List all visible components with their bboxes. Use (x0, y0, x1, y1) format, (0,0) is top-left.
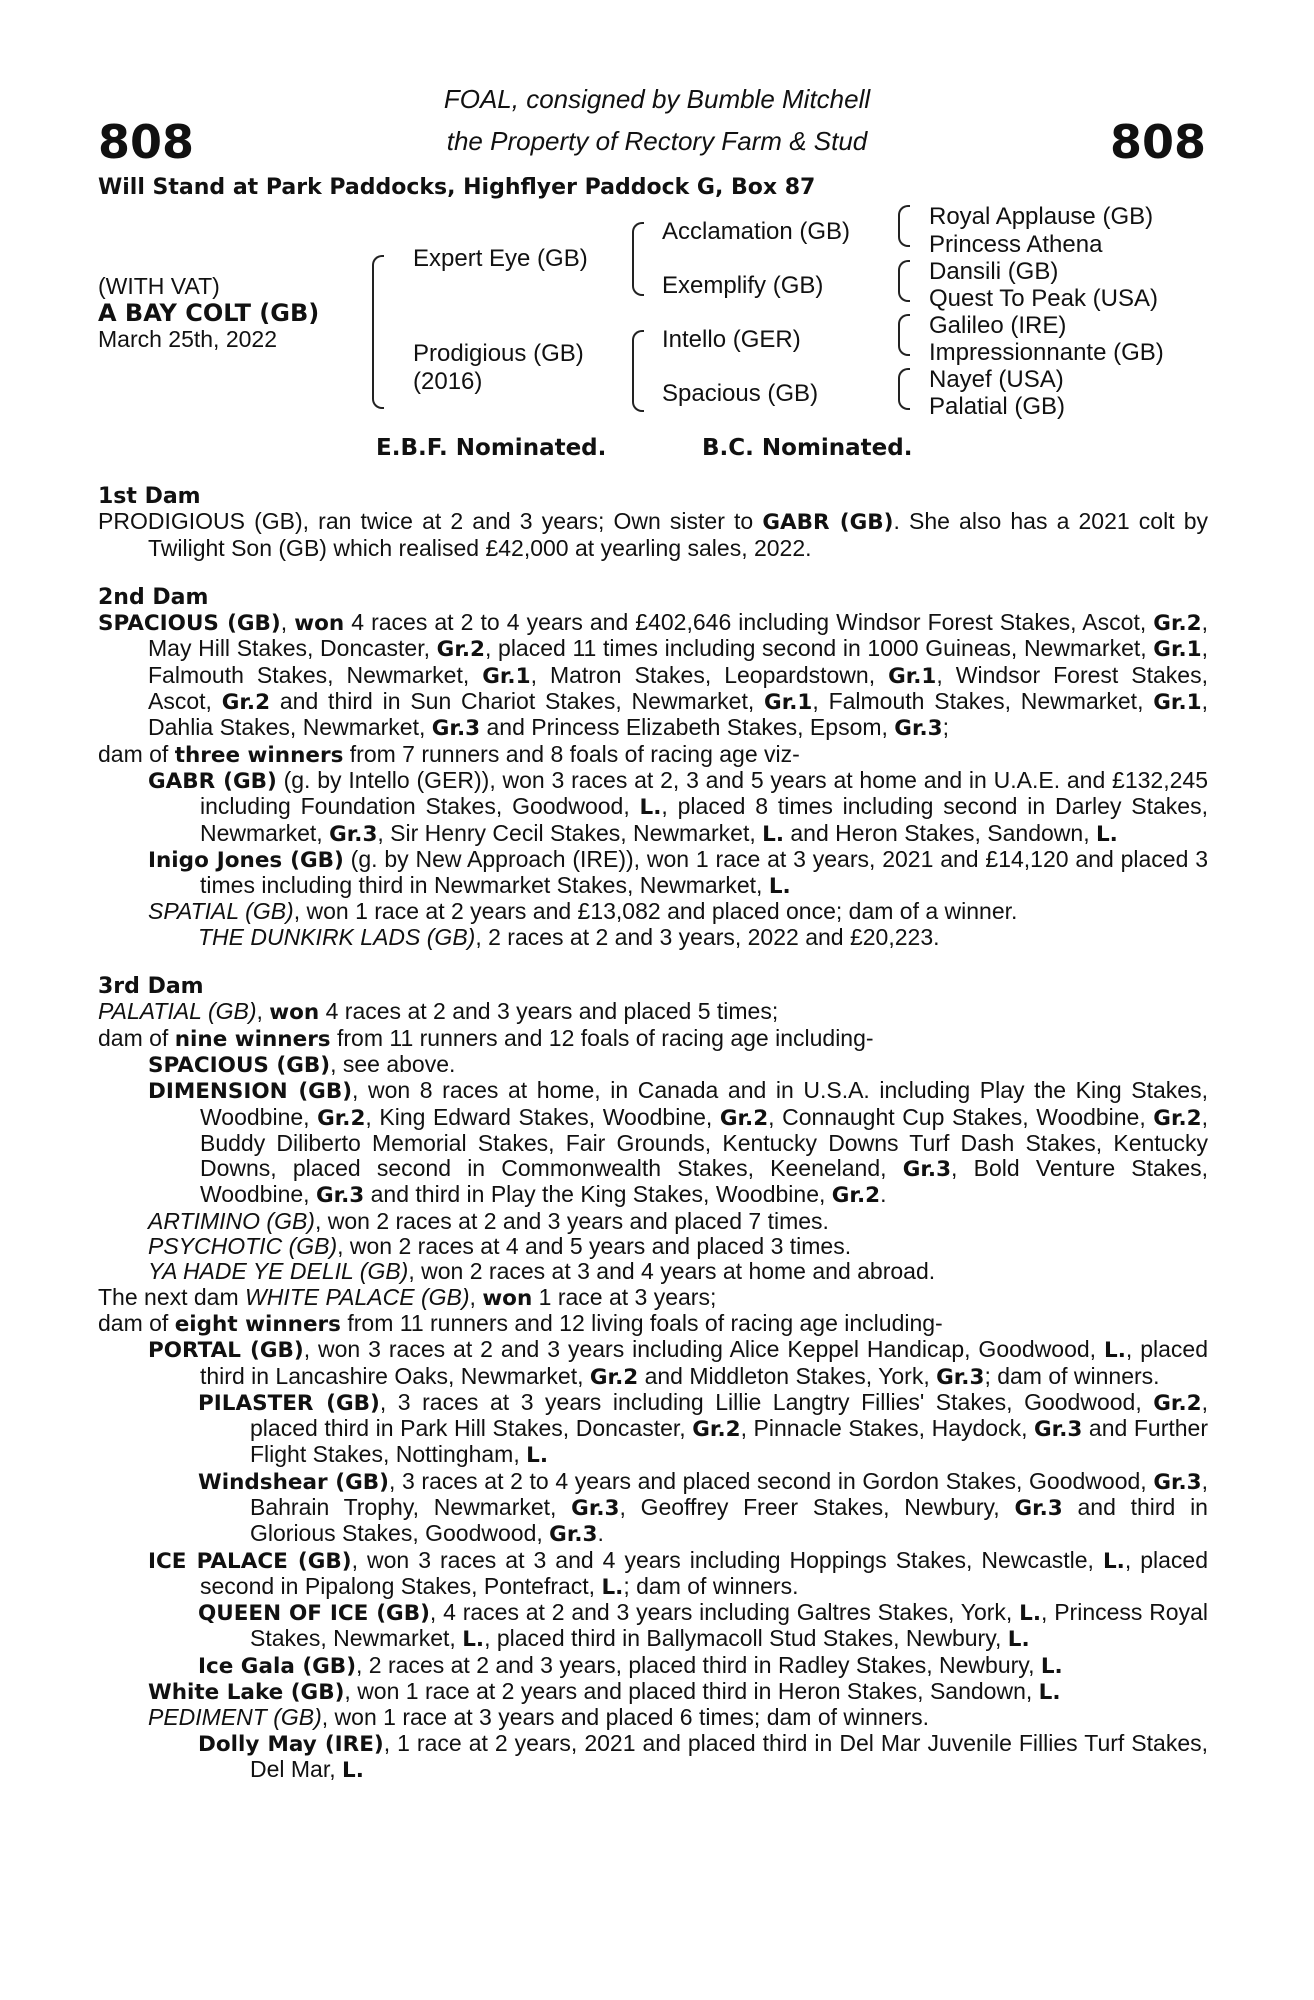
fourth-dam-produce: dam of eight winners from 11 runners and 12 living foals of racing age including- (98, 1309, 943, 1337)
progeny-psychotic: PSYCHOTIC (GB), won 2 races at 4 and 5 years and placed 3 times. (148, 1233, 852, 1260)
vat-note: (WITH VAT) (98, 273, 220, 299)
pedigree-g2: Princess Athena (929, 231, 1103, 258)
progeny-dimension: DIMENSION (GB), won 8 races at home, in Canada and in U.S.A. including Play the King Stakes, Woodbine, Gr.2, King Edward Stakes, Woodbine, Gr.2, Connaught Cup Stakes, Woodbine, Gr.2, Buddy Diliberto Memorial Stakes, Fair Grounds, Kentucky Downs Turf Dash Stakes, Kentucky Downs, placed second in Commonwealth Stakes, Keeneland, Gr.3, Bold Venture Stakes, Woodbine, Gr.3 and third in Play the King Stakes, Woodbine, Gr.2. (148, 1077, 1209, 1209)
lot-number-left: 808 (98, 115, 195, 169)
stand-info: Will Stand at Park Paddocks, Highflyer Paddock G, Box 87 (98, 175, 816, 200)
progeny-ice-gala: Ice Gala (GB), 2 races at 2 and 3 years, placed third in Radley Stakes, Newbury, L. (198, 1651, 1063, 1679)
fourth-dam-record: The next dam WHITE PALACE (GB), won 1 race at 3 years; (98, 1283, 717, 1311)
foaling-date: March 25th, 2022 (98, 326, 278, 352)
pedigree-dam-sire: Intello (GER) (662, 326, 801, 353)
pedigree-brace-dam (632, 330, 644, 412)
first-dam-text: PRODIGIOUS (GB), ran twice at 2 and 3 years; Own sister to GABR (GB). She also has a 2021 colt by Twilight Son (GB) which realised £42,000 at yearling sales, 2022. (98, 508, 1209, 561)
pedigree-sire: Expert Eye (GB) (413, 245, 588, 272)
pedigree-brace-g1 (898, 205, 910, 247)
pedigree-brace-sire (632, 222, 644, 296)
progeny-pediment: PEDIMENT (GB), won 1 race at 3 years and placed 6 times; dam of winners. (148, 1704, 930, 1731)
pedigree-brace-main (372, 255, 384, 409)
second-dam-record: SPACIOUS (GB), won 4 races at 2 to 4 years and £402,646 including Windsor Forest Stakes, Ascot, Gr.2, May Hill Stakes, Doncaster, Gr.2, placed 11 times including second in 1000 Guineas, Newmarket, Gr.1, Falmouth Stakes, Newmarket, Gr.1, Matron Stakes, Leopardstown, Gr.1, Windsor Forest Stakes, Ascot, Gr.2 and third in Sun Chariot Stakes, Newmarket, Gr.1, Falmouth Stakes, Newmarket, Gr.1, Dahlia Stakes, Newmarket, Gr.3 and Princess Elizabeth Stakes, Epsom, Gr.3; (98, 609, 1208, 742)
progeny-inigo-jones: Inigo Jones (GB) (g. by New Approach (IRE)), won 1 race at 3 years, 2021 and £14,120 and placed 3 times including third in Newmarket Stakes, Newmarket, L. (148, 845, 1208, 900)
pedigree-dam: Prodigious (GB) (413, 340, 584, 367)
consignment-line-1: FOAL, consigned by Bumble Mitchell (443, 84, 871, 114)
progeny-portal: PORTAL (GB), won 3 races at 2 and 3 years including Alice Keppel Handicap, Goodwood, L., placed third in Lancashire Oaks, Newmarket, Gr.2 and Middleton Stakes, York, Gr.3; dam of winners. (148, 1336, 1208, 1390)
lot-number-right: 808 (1109, 115, 1206, 169)
pedigree-sire-sire: Acclamation (GB) (662, 218, 851, 245)
third-dam-heading: 3rd Dam (98, 974, 204, 1000)
progeny-white-lake: White Lake (GB), won 1 race at 2 years and placed third in Heron Stakes, Sandown, L. (148, 1678, 1061, 1706)
pedigree-dam-year: (2016) (413, 368, 483, 395)
pedigree-g7: Nayef (USA) (929, 366, 1064, 393)
bc-nominated: B.C. Nominated. (702, 435, 913, 461)
catalogue-body (98, 484, 1208, 1783)
progeny-dunkirk-lads: THE DUNKIRK LADS (GB), 2 races at 2 and 3 years, 2022 and £20,223. (198, 923, 940, 950)
third-dam-produce: dam of nine winners from 11 runners and 12 foals of racing age including- (98, 1024, 874, 1052)
progeny-dolly-may: Dolly May (IRE), 1 race at 2 years, 2021 and placed third in Del Mar Juvenile Fillies Turf Stakes, Del Mar, L. (198, 1729, 1208, 1783)
third-dam-record: PALATIAL (GB), won 4 races at 2 and 3 years and placed 5 times; (98, 998, 779, 1026)
second-dam-produce: dam of three winners from 7 runners and 8 foals of racing age viz- (98, 740, 800, 768)
pedigree-brace-g4 (898, 368, 910, 410)
pedigree-brace-g3 (898, 314, 910, 356)
ebf-nominated: E.B.F. Nominated. (376, 435, 607, 461)
progeny-pilaster: PILASTER (GB), 3 races at 3 years including Lillie Langtry Fillies' Stakes, Goodwood, Gr.2, placed third in Park Hill Stakes, Doncaster, Gr.2, Pinnacle Stakes, Haydock, Gr.3 and Further Flight Stakes, Nottingham, L. (198, 1388, 1208, 1469)
pedigree-dam-dam: Spacious (GB) (662, 380, 819, 407)
progeny-artimino: ARTIMINO (GB), won 2 races at 2 and 3 years and placed 7 times. (148, 1207, 829, 1234)
pedigree-g3: Dansili (GB) (929, 258, 1059, 285)
pedigree-sire-dam: Exemplify (GB) (662, 272, 824, 299)
pedigree-g8: Palatial (GB) (929, 393, 1066, 420)
pedigree-g4: Quest To Peak (USA) (929, 285, 1158, 312)
pedigree-g1: Royal Applause (GB) (929, 203, 1154, 230)
progeny-queen-of-ice: QUEEN OF ICE (GB), 4 races at 2 and 3 years including Galtres Stakes, York, L., Princess Royal Stakes, Newmarket, L., placed third in Ballymacoll Stud Stakes, Newbury, L. (198, 1599, 1209, 1653)
second-dam-heading: 2nd Dam (98, 584, 209, 610)
consignment-line-2: the Property of Rectory Farm & Stud (446, 126, 868, 156)
progeny-spatial: SPATIAL (GB), won 1 race at 2 years and £13,082 and placed once; dam of a winner. (148, 898, 1018, 925)
progeny-ya-hade-ye-delil: YA HADE YE DELIL (GB), won 2 races at 3 and 4 years at home and abroad. (148, 1258, 936, 1285)
progeny-spacious: SPACIOUS (GB), see above. (148, 1050, 456, 1078)
progeny-ice-palace: ICE PALACE (GB), won 3 races at 3 and 4 years including Hoppings Stakes, Newcastle, L., placed second in Pipalong Stakes, Pontefract, L.; dam of winners. (148, 1546, 1208, 1600)
progeny-gabr: GABR (GB) (g. by Intello (GER)), won 3 races at 2, 3 and 5 years at home and in U.A.E. and £132,245 including Foundation Stakes, Goodwood, L., placed 8 times including second in Darley Stakes, Newmarket, Gr.3, Sir Henry Cecil Stakes, Newmarket, L. and Heron Stakes, Sandown, L. (148, 766, 1208, 847)
pedigree-g6: Impressionnante (GB) (929, 339, 1164, 366)
progeny-windshear: Windshear (GB), 3 races at 2 to 4 years and placed second in Gordon Stakes, Goodwood, Gr.3, Bahrain Trophy, Newmarket, Gr.3, Geoffrey Freer Stakes, Newbury, Gr.3 and third in Glorious Stakes, Goodwood, Gr.3. (198, 1467, 1209, 1548)
pedigree-g5: Galileo (IRE) (929, 312, 1067, 339)
horse-name: A BAY COLT (GB) (98, 299, 320, 327)
first-dam-heading: 1st Dam (98, 484, 201, 509)
pedigree-brace-g2 (898, 260, 910, 302)
